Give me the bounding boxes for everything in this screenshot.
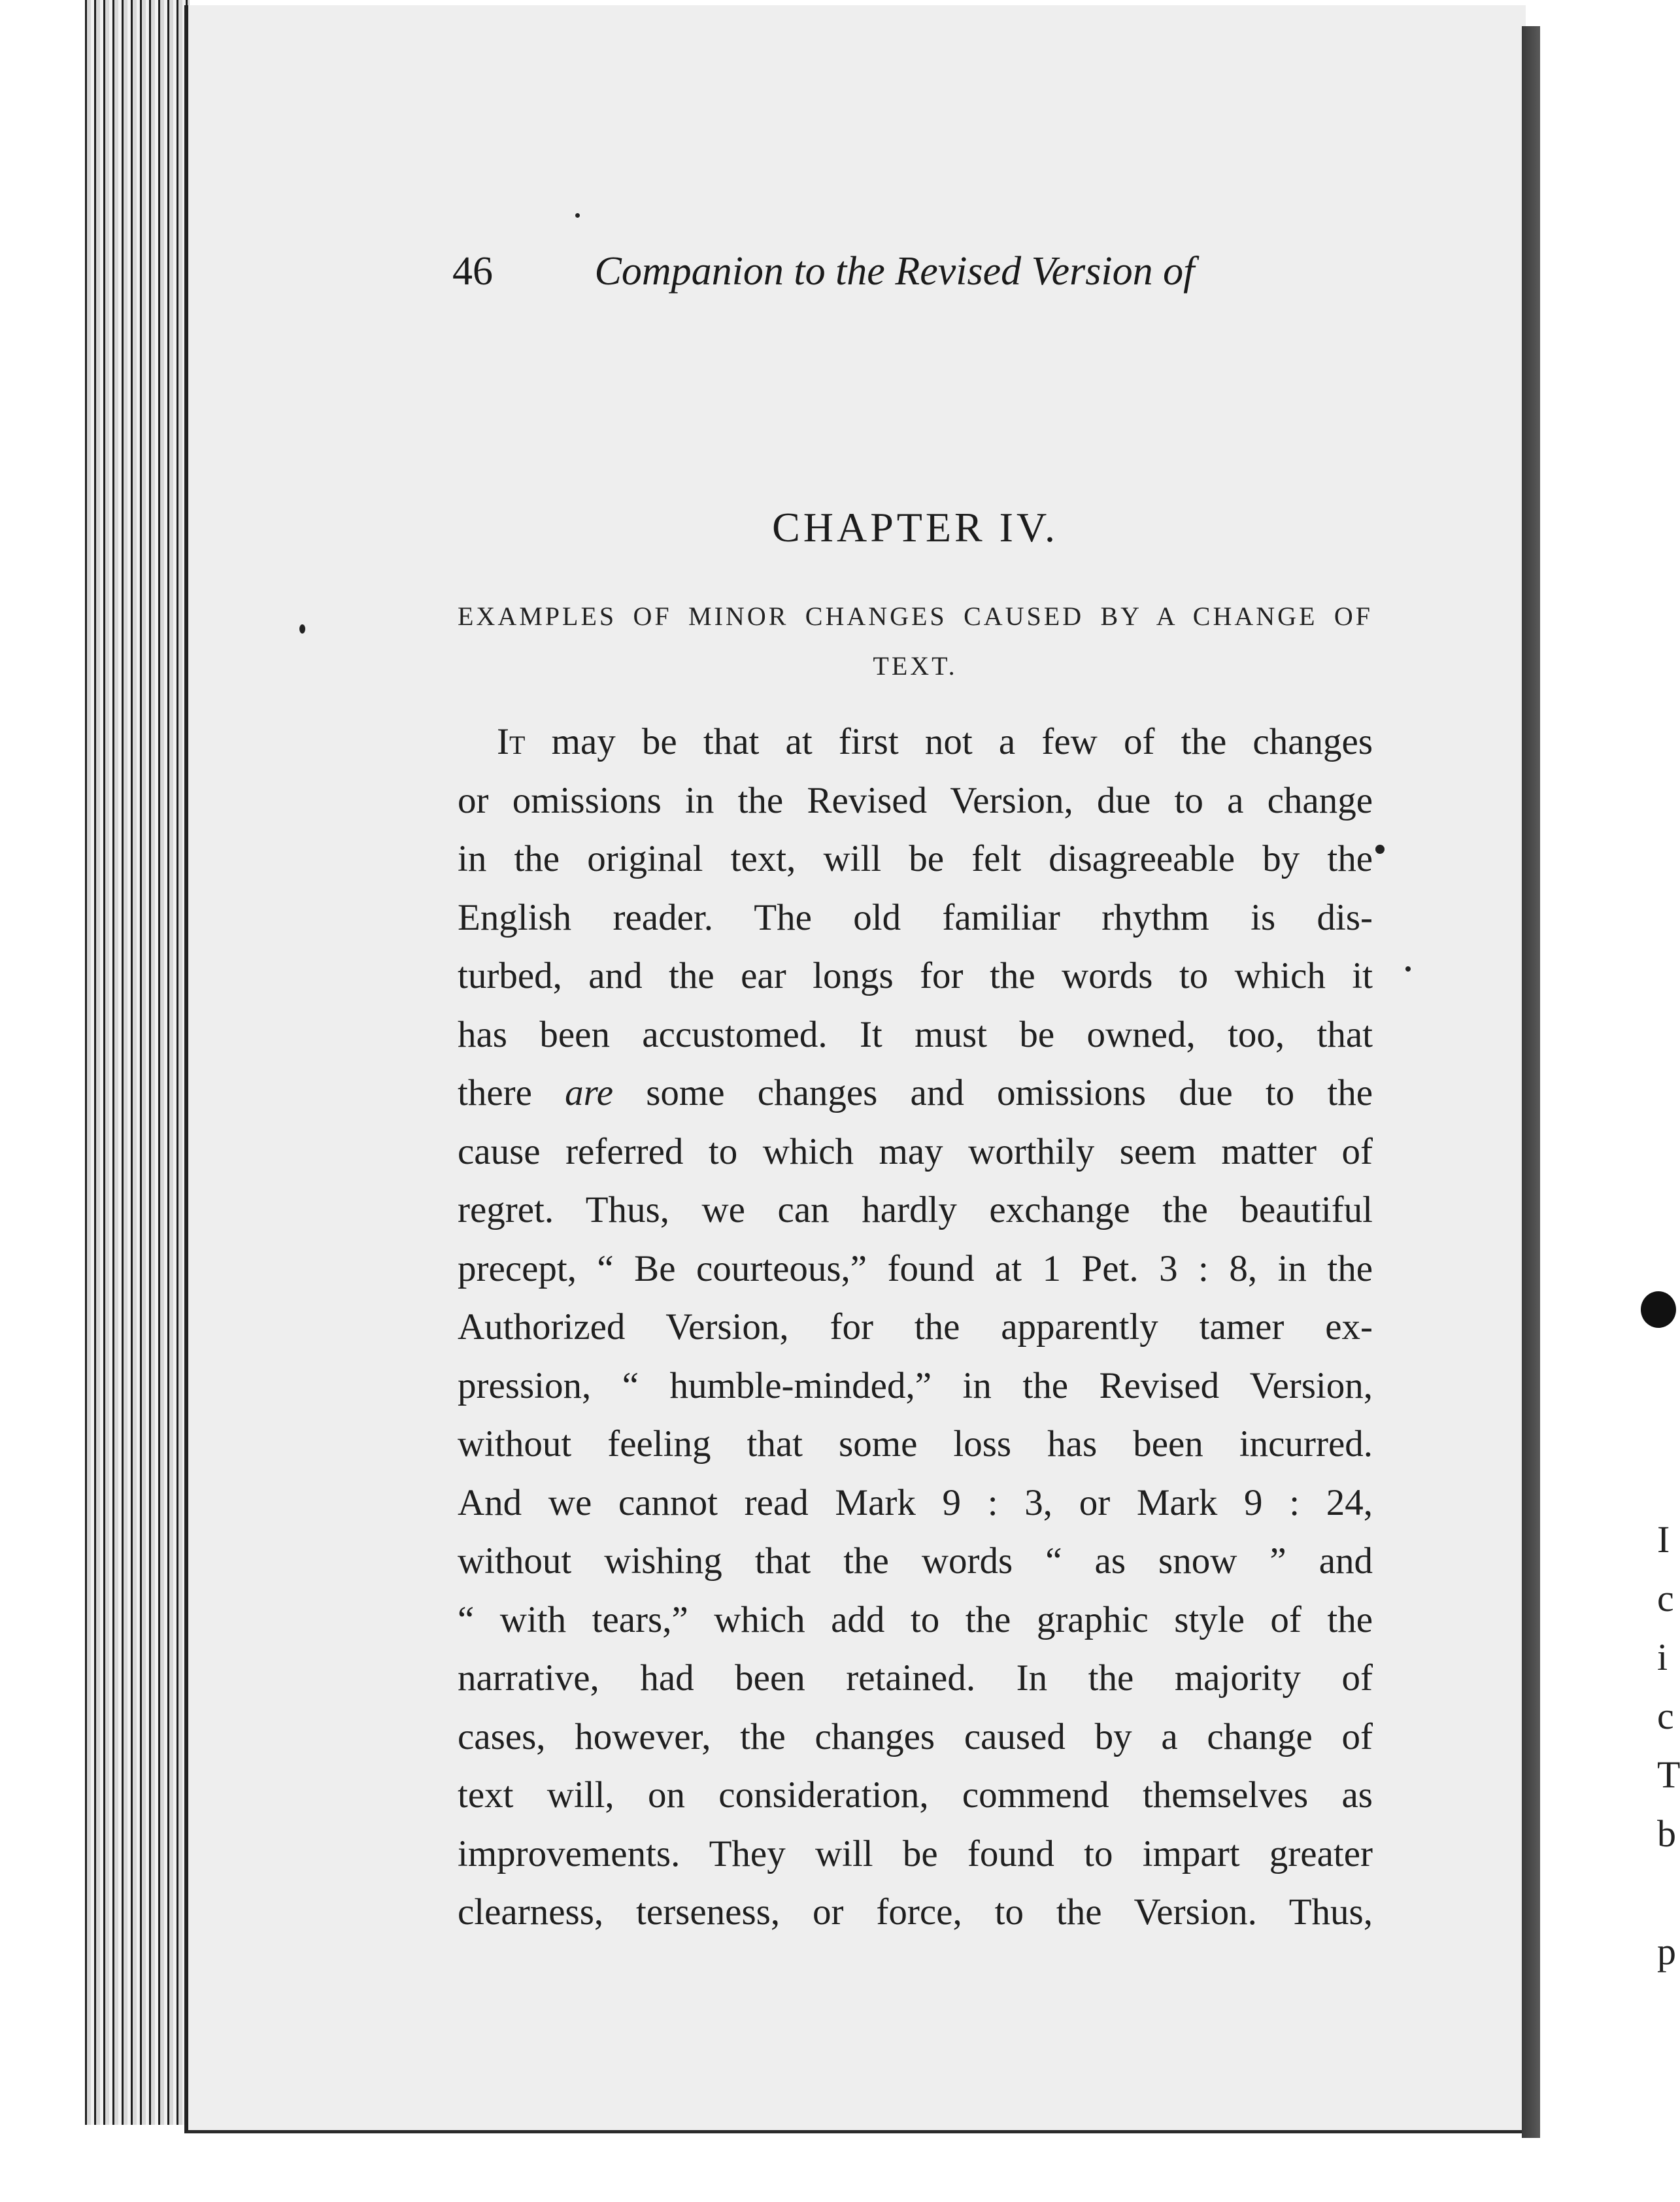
book-gutter [1522, 26, 1540, 2138]
ink-blot [1641, 1291, 1676, 1328]
text-line: there are some changes and omissions due to the [458, 1072, 1373, 1113]
body-text [458, 713, 1373, 1942]
chapter-heading: EXAMPLES OF MINOR CHANGES CAUSED BY A CHANGE OF TEXT. [458, 601, 1373, 681]
text-line: text will, on consideration, commend themselves as [458, 1774, 1373, 1816]
text-line: And we cannot read Mark 9 : 3, or Mark 9 : 24, [458, 1482, 1373, 1523]
chapter-title: CHAPTER IV. [772, 504, 1058, 550]
text-line: Authorized Version, for the apparently tamer ex- [458, 1306, 1373, 1347]
text-line: in the original text, will be felt disagreeable by the [458, 838, 1373, 879]
drop-word: It [497, 721, 526, 762]
ink-speck [575, 213, 580, 218]
text-line: cases, however, the changes caused by a change of [458, 1716, 1373, 1757]
page-number: 46 [452, 249, 493, 294]
text-line: pression, “ humble-minded,” in the Revised Version, [458, 1364, 1373, 1406]
text-line: regret. Thus, we can hardly exchange the beautiful [458, 1189, 1373, 1230]
text-line: “ with tears,” which add to the graphic style of the [458, 1599, 1373, 1640]
text-line: precept, “ Be courteous,” found at 1 Pet. 3 : 8, in the [458, 1247, 1373, 1289]
text-line: English reader. The old familiar rhythm is dis- [458, 896, 1373, 938]
text-line: It may be that at first not a few of the changes [497, 721, 1373, 762]
ink-speck [1405, 966, 1411, 972]
text-line: without wishing that the words “ as snow ” and [458, 1540, 1373, 1582]
text-line: without feeling that some loss has been incurred. [458, 1423, 1373, 1465]
facing-page [1540, 39, 1676, 2151]
text-line: cause referred to which may worthily seem matter of [458, 1130, 1373, 1172]
running-title: Companion to the Revised Version of [594, 249, 1195, 294]
ink-speck [299, 624, 305, 634]
text-line: turbed, and the ear longs for the words to which it [458, 955, 1373, 996]
text-line: has been accustomed. It must be owned, too, that [458, 1013, 1373, 1055]
running-head [452, 248, 1237, 295]
text-line: or omissions in the Revised Version, due to a change [458, 779, 1373, 821]
italic-word: are [565, 1072, 614, 1113]
page-edges [85, 0, 190, 2125]
text-line: narrative, had been retained. In the majority of [458, 1657, 1373, 1699]
ink-speck [1375, 845, 1385, 854]
facing-page-fragment: I c i c T b p [1657, 1518, 1680, 1973]
text-line: clearness, terseness, or force, to the Version. Thus, [458, 1891, 1373, 1933]
text-line: improvements. They will be found to impart greater [458, 1833, 1373, 1874]
